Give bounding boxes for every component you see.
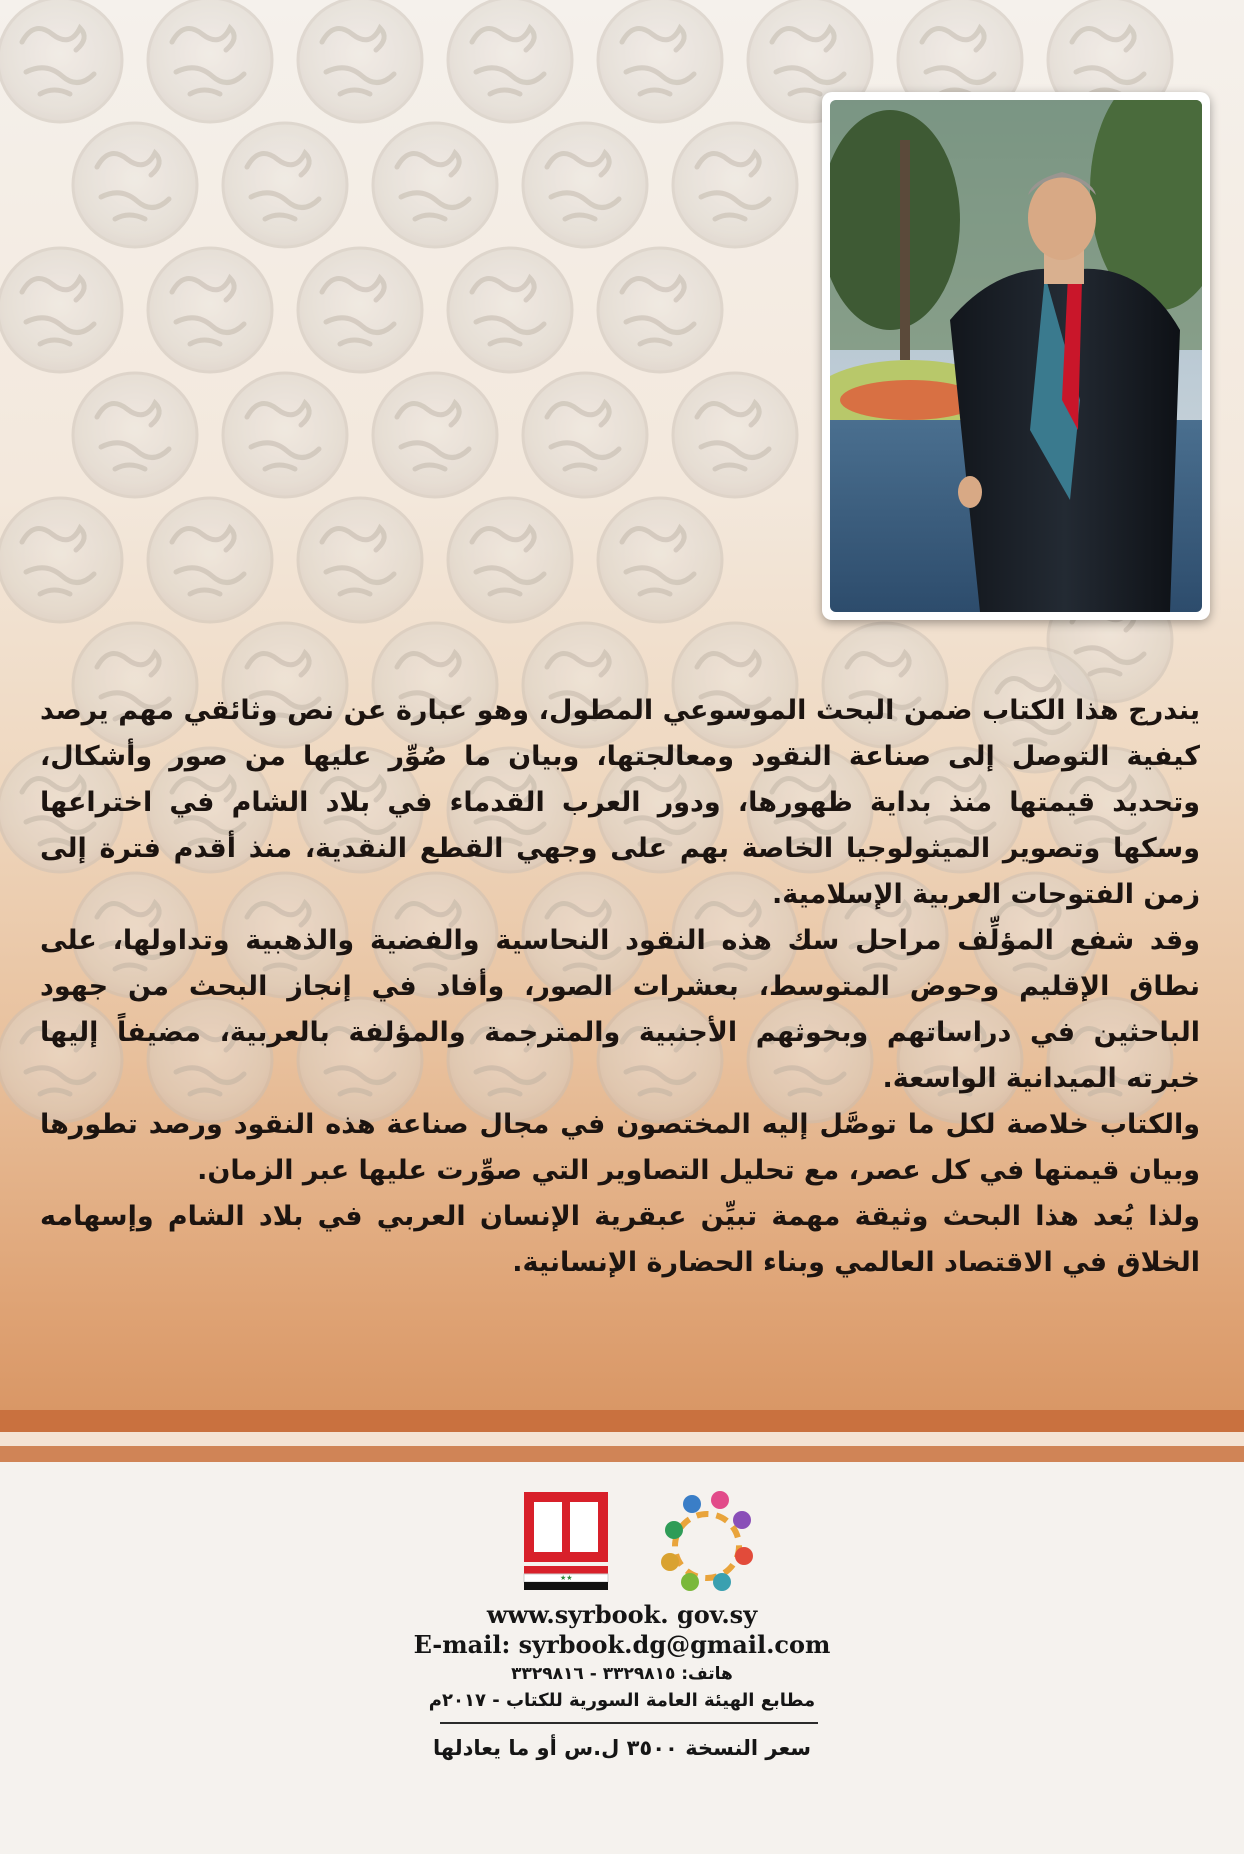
- description-paragraph: ولذا يُعد هذا البحث وثيقة مهمة تبيِّن عبقرية الإنسان العربي في بلاد الشام وإسهامه الخلاق في الاقتصاد العالمي وبناء الحضارة الإنسانية.: [40, 1201, 1200, 1278]
- book-price: سعر النسخة ٣٥٠٠ ل.س أو ما يعادلها: [433, 1736, 811, 1760]
- publisher-email: E-mail: syrbook.dg@gmail.com: [413, 1630, 831, 1659]
- svg-text:★★: ★★: [560, 1574, 573, 1582]
- price-divider: [440, 1722, 818, 1724]
- accent-band: [0, 1410, 1244, 1432]
- accent-band-lower: [0, 1446, 1244, 1462]
- book-description: [40, 688, 1200, 1286]
- publisher-phone: هاتف: ٣٣٢٩٨١٥ - ٣٣٢٩٨١٦: [511, 1664, 733, 1684]
- accent-band-light: [0, 1432, 1244, 1446]
- author-photo: [822, 92, 1210, 620]
- syrian-book-authority-logo: [520, 1488, 612, 1594]
- publisher-website: www.syrbook. gov.sy: [486, 1600, 758, 1629]
- printer-credit: مطابع الهيئة العامة السورية للكتاب - ٢٠١٧م: [428, 1690, 816, 1711]
- description-paragraph: يندرج هذا الكتاب ضمن البحث الموسوعي المطول، وهو عبارة عن نص وثائقي مهم يرصد كيفية التوصل إلى صناعة النقود ومعالجتها، وبيان ما صُوِّر عليها من صور وأشكال، وتحديد قيمتها منذ بداية ظهورها، ودور العرب القدماء في بلاد الشام في اختراعها وسكها وتصوير الميثولوجيا الخاصة بهم على وجهي القطع النقدية، منذ أقدم فترة إلى زمن الفتوحات العربية الإسلامية.: [40, 695, 1200, 910]
- author-portrait-illustration: [830, 100, 1202, 612]
- ministry-of-culture-logo: [652, 1482, 762, 1600]
- description-paragraph: والكتاب خلاصة لكل ما توصَّل إليه المختصون في مجال صناعة هذه النقود ورصد تطورها وبيان قيمتها في كل عصر، مع تحليل التصاوير التي صوِّرت عليها عبر الزمان.: [40, 1109, 1200, 1186]
- description-paragraph: وقد شفع المؤلِّف مراحل سك هذه النقود النحاسية والفضية والذهبية وتداولها، على نطاق الإقليم وحوض المتوسط، بعشرات الصور، وأفاد في إنجاز البحث من جهود الباحثين في دراساتهم وبحوثهم الأجنبية والمترجمة والمؤلفة بالعربية، مضيفاً إليها خبرته الميدانية الواسعة.: [40, 925, 1200, 1094]
